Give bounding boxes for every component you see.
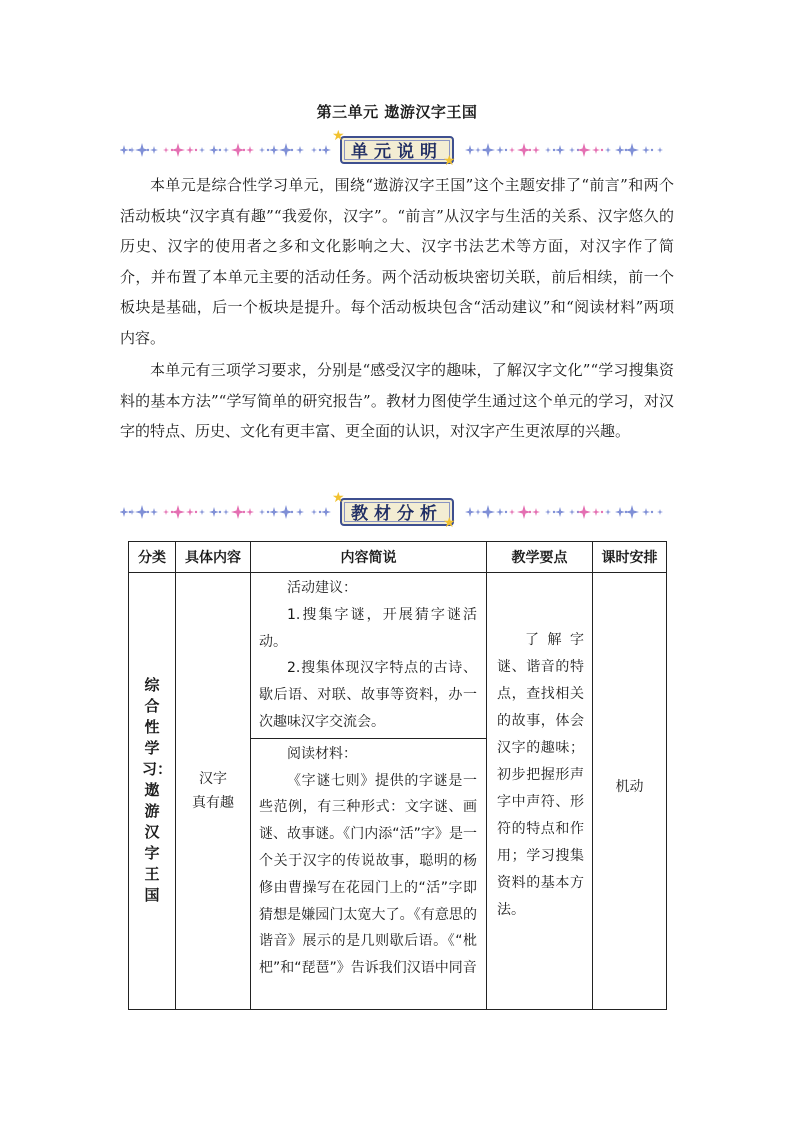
sparkle-icon [569,147,575,153]
sparkle-icon [199,509,205,515]
sparkle-icon [246,146,254,154]
sparkle-icon [481,505,495,519]
category-text: 综合性学习：遨游汉字王国 [142,676,173,905]
content-cell [176,573,251,1010]
sparkle-icon [657,147,663,153]
sparkle-icon [321,145,331,155]
sparkle-icon [129,147,135,153]
sparkle-icon [311,509,317,515]
dot-decoration [529,511,531,513]
sparkle-icon [532,146,540,154]
sparkle-icon [223,147,229,153]
sparkle-icon [150,508,158,516]
star-icon: ★ [332,128,345,144]
sparkle-icon [321,507,331,517]
dot-decoration [243,511,245,513]
schedule-text: 机动 [615,778,644,795]
sparkle-icon [269,507,279,517]
dot-decoration [243,149,245,151]
dot-decoration [651,149,653,151]
intro-paragraph-2: 本单元有三项学习要求，分别是“感受汉字的趣味，了解汉字文化”“学习搜集资料的基本方法”“学写简单的研究报告”。教材力图使学生通过这个单元的学习，对汉字的特点、历史、文化有更丰富、更全面的认识，对汉字产生更浓厚的兴趣。 [120,361,674,440]
dot-decoration [267,511,269,513]
sparkle-icon [592,508,600,516]
activity-cell [251,573,487,739]
dot-decoration [219,149,221,151]
sparkle-icon [120,145,129,155]
sparkle-icon [569,509,575,515]
sparkle-icon [129,509,135,515]
header-content: 具体内容 [176,542,251,573]
star-icon: ★ [443,515,456,531]
reading-text: 《字谜七则》提供的字谜是一些范例，有三种形式：文字谜、画谜、故事谜。《门内添“活”字》是一个关于汉字的传说故事，聪明的杨修由曹操写在花园门上的“活”字即猜想是嫌园门太宽大了。《有意思的谐音》展示的是几则歇后语。《“枇杷”和“琵琶”》告诉我们汉语中同音 [259,772,477,977]
table-header-row [129,542,667,573]
dot-decoration [147,511,149,513]
page-title: 第三单元 遨游汉字王国 [316,103,478,121]
header-teaching-points: 教学要点 [487,542,593,573]
teaching-points-cell [487,573,593,1010]
dot-decoration [267,149,269,151]
sparkle-icon [259,147,265,153]
sparkle-icon [475,509,481,515]
dot-decoration [553,149,555,151]
dot-decoration [291,511,293,513]
sparkle-icon [509,147,515,153]
category-cell [129,573,176,1010]
schedule-cell [593,573,667,1010]
sparkle-icon [199,147,205,153]
sparkle-icon [259,509,265,515]
dot-decoration [601,511,603,513]
intro-paragraph-1: 本单元是综合性学习单元，围绕“遨游汉字王国”这个主题安排了“前言”和两个活动板块“汉字真有趣”“我爱你，汉字”。“前言”从汉字与生活的关系、汉字悠久的历史、汉字的使用者之多和文化影响之大、汉字书法艺术等方面，对汉字作了简介，并布置了本单元主要的活动任务。两个活动板块密切关联，前后相续，前一个板块是基础，后一个板块是提升。每个活动板块包含“活动建议”和“阅读材料”两项内容。 [120,176,674,347]
dot-decoration [291,149,293,151]
sparkle-icon [592,146,600,154]
section-badge-textbook-analysis: 教材分析 [340,498,454,526]
sparkle-icon [163,509,169,515]
sparkle-icon [481,143,495,157]
sparkle-icon [545,509,551,515]
sparkle-icon [509,509,515,515]
teaching-points-text: 了解字谜、谐音的特点，查找相关的故事，体会汉字的趣味；初步把握形声字中声符、形符的特点和作用；学习搜集资料的基本方法。 [497,632,584,918]
analysis-table [128,541,667,1010]
sparkle-icon [625,143,639,157]
sparkle-icon [171,505,185,519]
star-icon: ★ [443,153,456,169]
reading-title: 阅读材料： [287,745,357,762]
sparkle-icon [545,147,551,153]
sparkle-icon [605,147,611,153]
dot-decoration [319,149,321,151]
sparkle-icon [615,145,625,155]
dot-decoration [219,511,221,513]
sparkle-icon [625,505,639,519]
dot-decoration [147,149,149,151]
sparkle-icon [296,508,304,516]
sparkle-icon [642,146,650,154]
header-schedule: 课时安排 [593,542,667,573]
sparkle-icon [171,143,185,157]
sparkle-icon [186,146,194,154]
sparkle-icon [577,505,591,519]
sparkle-icon [163,147,169,153]
dot-decoration [195,511,197,513]
sparkle-icon [223,509,229,515]
sparkle-icon [496,508,504,516]
sparkle-icon [475,147,481,153]
sparkle-icon [577,143,591,157]
star-icon: ★ [332,490,345,506]
dot-decoration [505,149,507,151]
dot-decoration [529,149,531,151]
sparkle-icon [657,509,663,515]
dot-decoration [195,149,197,151]
sparkle-icon [246,508,254,516]
dot-decoration [651,511,653,513]
dot-decoration [553,511,555,513]
sparkle-icon [615,507,625,517]
header-summary: 内容简说 [251,542,487,573]
activity-item-1: 1.搜集字谜，开展猜字谜活动。 [259,606,477,650]
dot-decoration [505,511,507,513]
sparkle-icon [532,508,540,516]
sparkle-icon [150,146,158,154]
dot-decoration [319,511,321,513]
sparkle-icon [555,145,565,155]
sparkle-icon [496,146,504,154]
sparkle-icon [465,507,475,517]
sparkle-icon [465,145,475,155]
table-row [129,573,667,739]
sparkle-icon [555,507,565,517]
content-text: 汉字 真有趣 [192,770,234,811]
sparkle-icon [269,145,279,155]
header-category: 分类 [129,542,176,573]
sparkle-icon [311,147,317,153]
sparkle-icon [642,508,650,516]
section-badge-unit-description: 单元说明 [340,136,454,164]
dot-decoration [601,149,603,151]
activity-title: 活动建议： [287,580,357,596]
sparkle-icon [120,507,129,517]
activity-item-2: 2.搜集体现汉字特点的古诗、歇后语、对联、故事等资料，办一次趣味汉字交流会。 [259,660,477,730]
sparkle-icon [209,145,219,155]
sparkle-icon [186,508,194,516]
sparkle-icon [209,507,219,517]
section-divider-textbook-analysis [120,490,674,531]
sparkle-icon [605,509,611,515]
sparkle-icon [296,146,304,154]
reading-cell [251,738,487,1009]
section-divider-unit-description [120,128,674,169]
